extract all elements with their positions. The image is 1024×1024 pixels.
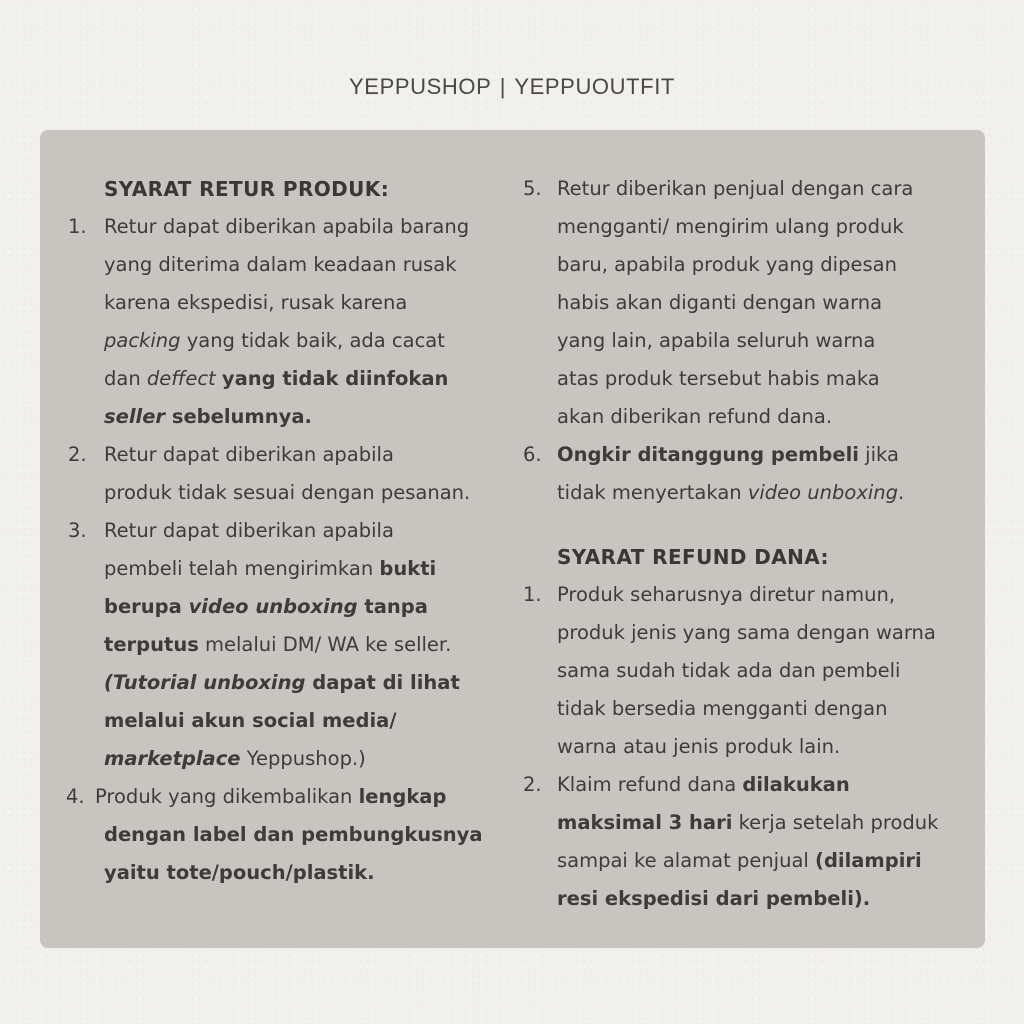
text-segment: Klaim refund dana: [557, 773, 743, 796]
list-item-line: [104, 474, 470, 512]
text-segment: kerja setelah produk: [732, 811, 939, 834]
text-segment: produk tidak sesuai dengan pesanan.: [104, 481, 471, 504]
terms-card: [40, 130, 985, 948]
text-segment: lengkap: [358, 785, 447, 808]
list-item-line: [557, 652, 900, 690]
text-segment: karena ekspedisi, rusak karena: [104, 291, 408, 314]
text-segment: terputus: [104, 633, 199, 656]
list-item-line: [557, 170, 913, 208]
text-segment: tidak menyertakan: [557, 481, 748, 504]
list-item-line: [104, 208, 469, 246]
text-segment: (dilampiri: [815, 849, 922, 872]
list-item-number: 4.: [66, 785, 85, 808]
list-item-number: 5.: [523, 177, 542, 200]
text-segment: tanpa: [357, 595, 428, 618]
list-item-line: [557, 880, 870, 918]
list-item-number: 1.: [68, 215, 87, 238]
list-item-line: [557, 804, 938, 842]
brand-yeppuoutfit: YEPPUOUTFIT: [514, 74, 675, 99]
list-item-line: [104, 284, 407, 322]
text-segment: atas produk tersebut habis maka: [557, 367, 880, 390]
text-segment: yaitu tote/pouch/plastik.: [104, 861, 375, 884]
text-segment: bukti: [379, 557, 437, 580]
refund-heading: SYARAT REFUND DANA:: [557, 545, 829, 569]
brand-yeppushop: YEPPUSHOP: [349, 74, 491, 99]
text-segment: Yeppushop.): [240, 747, 366, 770]
text-segment: pembeli telah mengirimkan: [104, 557, 380, 580]
text-segment: deffect: [146, 367, 216, 390]
list-item-line: [557, 474, 904, 512]
text-segment: video unboxing: [747, 481, 899, 504]
list-item-line: [104, 360, 448, 398]
text-segment: dapat di lihat: [305, 671, 460, 694]
list-item-line: [104, 664, 460, 702]
list-item-line: [557, 246, 897, 284]
list-item-line: [557, 842, 922, 880]
list-item-line: [557, 398, 832, 436]
text-segment: marketplace: [104, 747, 241, 770]
text-segment: packing: [104, 329, 181, 352]
text-segment: Produk yang dikembalikan: [95, 785, 359, 808]
list-item-line: [557, 284, 882, 322]
list-item-line: [557, 208, 904, 246]
list-item-line: [104, 322, 445, 360]
list-item-line: [104, 246, 457, 284]
retur-heading: SYARAT RETUR PRODUK:: [104, 177, 390, 201]
list-item-line: [104, 398, 312, 436]
text-segment: melalui akun social media/: [104, 709, 397, 732]
text-segment: Retur dapat diberikan apabila barang: [104, 215, 470, 238]
list-item-line: [104, 854, 375, 892]
text-segment: resi ekspedisi dari pembeli).: [557, 887, 871, 910]
text-segment: yang lain, apabila seluruh warna: [557, 329, 876, 352]
text-segment: (Tutorial unboxing: [104, 671, 306, 694]
text-segment: Produk seharusnya diretur namun,: [557, 583, 896, 606]
text-segment: warna atau jenis produk lain.: [557, 735, 841, 758]
text-segment: sampai ke alamat penjual: [557, 849, 816, 872]
list-item-line: [104, 816, 483, 854]
text-segment: yang tidak diinfokan: [221, 367, 449, 390]
list-item-number: 2.: [68, 443, 87, 466]
list-item-line: [557, 576, 895, 614]
text-segment: video unboxing: [188, 595, 358, 618]
brand-separator: |: [499, 74, 507, 99]
list-item-line: [557, 728, 840, 766]
text-segment: akan diberikan refund dana.: [557, 405, 833, 428]
text-segment: yang tidak baik, ada cacat: [180, 329, 445, 352]
list-item-line: [557, 322, 875, 360]
text-segment: produk jenis yang sama dengan warna: [557, 621, 936, 644]
list-item-line: [557, 690, 887, 728]
text-segment: dengan label dan pembungkusnya: [104, 823, 483, 846]
list-item-line: [104, 550, 436, 588]
text-segment: melalui DM/ WA ke seller.: [198, 633, 452, 656]
list-item-line: [104, 740, 366, 778]
list-item-number: 3.: [68, 519, 87, 542]
text-segment: jika: [858, 443, 899, 466]
text-segment: sebelumnya.: [165, 405, 312, 428]
text-segment: baru, apabila produk yang dipesan: [557, 253, 897, 276]
text-segment: Retur dapat diberikan apabila: [104, 443, 394, 466]
list-item-line: [95, 778, 446, 816]
list-item-line: [104, 702, 396, 740]
list-item-line: [557, 614, 936, 652]
list-item-line: [104, 588, 428, 626]
text-segment: tidak bersedia mengganti dengan: [557, 697, 888, 720]
list-item-number: 2.: [523, 773, 542, 796]
text-segment: seller: [104, 405, 166, 428]
text-segment: berupa: [104, 595, 189, 618]
text-segment: yang diterima dalam keadaan rusak: [104, 253, 457, 276]
list-item-number: 6.: [523, 443, 542, 466]
text-segment: dan: [104, 367, 147, 390]
text-segment: maksimal 3 hari: [557, 811, 733, 834]
list-item-line: [557, 360, 880, 398]
text-segment: Ongkir ditanggung pembeli: [557, 443, 859, 466]
text-segment: Retur diberikan penjual dengan cara: [557, 177, 914, 200]
text-segment: habis akan diganti dengan warna: [557, 291, 883, 314]
brand-header: [0, 74, 1024, 100]
text-segment: .: [898, 481, 905, 504]
text-segment: mengganti/ mengirim ulang produk: [557, 215, 904, 238]
list-item-line: [104, 512, 394, 550]
list-item-line: [104, 626, 451, 664]
text-segment: dilakukan: [742, 773, 850, 796]
list-item-number: 1.: [523, 583, 542, 606]
list-item-line: [557, 436, 899, 474]
list-item-line: [557, 766, 850, 804]
text-segment: sama sudah tidak ada dan pembeli: [557, 659, 901, 682]
text-segment: Retur dapat diberikan apabila: [104, 519, 394, 542]
list-item-line: [104, 436, 394, 474]
